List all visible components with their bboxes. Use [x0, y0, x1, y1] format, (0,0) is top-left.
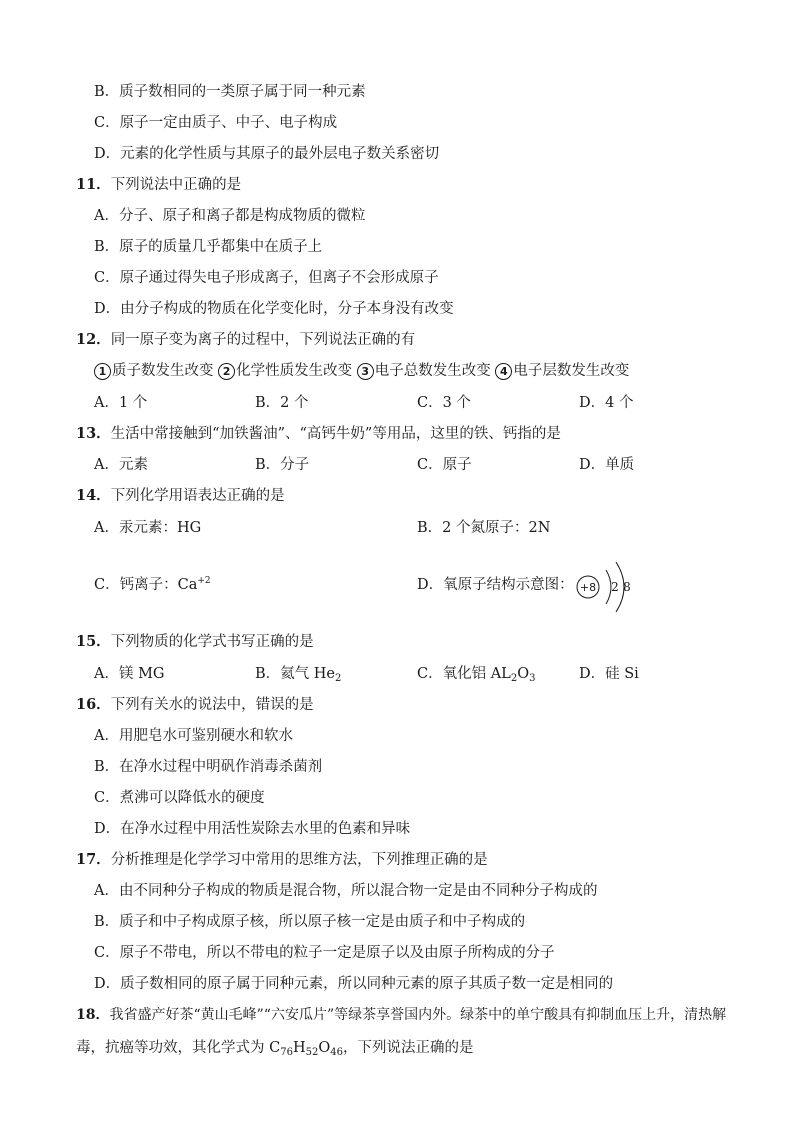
q18-number: 18．: [76, 1007, 110, 1023]
nucleus-charge-label: +8: [579, 581, 597, 594]
oxygen-atom-structure-diagram: [576, 558, 640, 616]
q14-option-c: [94, 575, 211, 595]
q12-stem: 同一原子变为离子的过程中，下列说法正确的有: [110, 332, 416, 348]
q11-option-a: A．分子、原子和离子都是构成物质的微粒: [94, 208, 366, 224]
q13-stem: 生活中常接触到“加铁酱油”、“高钙牛奶”等用品，这里的铁、钙指的是: [110, 426, 561, 442]
q15-option-b-subscript: 2: [335, 673, 342, 684]
q18-formula-o-subscript: 46: [330, 1047, 343, 1058]
q13-stem-row: [76, 424, 561, 444]
q14-option-b: B．2 个氮原子：2N: [417, 520, 551, 536]
q12-statement-1: 质子数发生改变: [112, 363, 214, 379]
q10-option-d: D．元素的化学性质与其原子的最外层电子数关系密切: [94, 146, 440, 162]
q10-option-c: C．原子一定由质子、中子、电子构成: [94, 115, 338, 131]
q11-number: 11．: [76, 176, 111, 193]
q11-option-d: D．由分子构成的物质在化学变化时，分子本身没有改变: [94, 301, 454, 317]
q18-stem-line-2-suffix: ，下列说法正确的是: [342, 1040, 474, 1056]
circled-number-4: 4: [495, 363, 512, 380]
shell-1-electron-count: 2: [611, 580, 619, 594]
circled-number-3: 3: [357, 363, 374, 380]
q17-number: 17．: [76, 851, 111, 868]
q12-statements: [94, 361, 629, 381]
q12-statement-2: 化学性质发生改变: [236, 363, 353, 379]
q15-option-c-text: C．氧化铝 AL: [417, 666, 511, 682]
q12-option-b: B．2 个: [255, 395, 309, 411]
q16-stem: 下列有关水的说法中，错误的是: [110, 697, 314, 713]
q13-option-a: A．元素: [94, 457, 148, 473]
q16-option-c: C．煮沸可以降低水的硬度: [94, 790, 265, 806]
q15-option-c-subscript-1: 2: [510, 673, 518, 684]
q16-stem-row: [76, 695, 314, 715]
circled-number-2: 2: [218, 363, 235, 380]
q14-option-a: A．汞元素：HG: [94, 520, 202, 536]
q14-number: 14．: [76, 487, 111, 504]
q16-option-a: A．用肥皂水可鉴别硬水和软水: [94, 728, 293, 744]
q11-option-b: B．原子的质量几乎都集中在质子上: [94, 239, 323, 255]
q12-stem-row: [76, 330, 415, 350]
q17-option-a: A．由不同种分子构成的物质是混合物，所以混合物一定是由不同种分子构成的: [94, 883, 598, 899]
q15-number: 15．: [76, 633, 111, 650]
q15-stem: 下列物质的化学式书写正确的是: [110, 634, 314, 650]
q18-formula-h: H: [292, 1040, 306, 1056]
shell-2-electron-count: 8: [623, 580, 631, 594]
q14-stem: 下列化学用语表达正确的是: [110, 488, 285, 504]
q17-option-c: C．原子不带电，所以不带电的粒子一定是原子以及由原子所构成的分子: [94, 945, 555, 961]
q15-option-a: A．镁 MG: [94, 666, 165, 682]
q16-option-b: B．在净水过程中明矾作消毒杀菌剂: [94, 759, 323, 775]
q12-option-c: C．3 个: [417, 395, 471, 411]
q13-option-b: B．分子: [255, 457, 310, 473]
q16-number: 16．: [76, 696, 111, 713]
q17-stem: 分析推理是化学学习中常用的思维方法，下列推理正确的是: [110, 852, 488, 868]
q12-statement-4: 电子层数发生改变: [513, 363, 630, 379]
q16-option-d: D．在净水过程中用活性炭除去水里的色素和异味: [94, 821, 411, 837]
q18-stem-line-2-prefix: 毒，抗癌等功效，其化学式为 C: [76, 1040, 281, 1056]
q12-statement-3: 电子总数发生改变: [374, 363, 491, 379]
q14-option-c-text: C．钙离子：Ca: [94, 577, 198, 593]
q15-option-c-oxygen: O: [517, 666, 530, 682]
q18-stem-row-2: [76, 1038, 473, 1058]
q12-number: 12．: [76, 331, 111, 348]
q15-option-b: [255, 664, 341, 684]
q10-option-b: B．质子数相同的一类原子属于同一种元素: [94, 84, 366, 100]
q18-formula-c-subscript: 76: [280, 1047, 293, 1058]
q15-option-d: D．硅 Si: [579, 666, 639, 682]
q17-option-b: B．质子和中子构成原子核，所以原子核一定是由质子和中子构成的: [94, 914, 526, 930]
q18-stem-row-1: [76, 1005, 726, 1025]
q12-option-a: A．1 个: [94, 395, 148, 411]
q15-option-b-text: B．氦气 He: [255, 666, 335, 682]
q17-option-d: D．质子数相同的原子属于同种元素，所以同种元素的原子其质子数一定是相同的: [94, 976, 614, 992]
q14-stem-row: [76, 486, 285, 506]
q15-option-c-subscript-2: 3: [529, 673, 536, 684]
q11-stem-row: [76, 175, 241, 195]
q18-formula-h-subscript: 52: [305, 1047, 319, 1058]
q13-option-c: C．原子: [417, 457, 472, 473]
q18-formula-o: O: [318, 1040, 331, 1056]
q12-option-d: D．4 个: [579, 395, 634, 411]
q14-option-c-charge: +2: [197, 576, 211, 586]
q11-option-c: C．原子通过得失电子形成离子，但离子不会形成原子: [94, 270, 439, 286]
circled-number-1: 1: [94, 363, 111, 380]
q18-stem-line-1: 我省盛产好茶“黄山毛峰”“六安瓜片”等绿茶享誉国内外。绿茶中的单宁酸具有抑制血压上升，清热解: [109, 1007, 727, 1023]
q11-stem: 下列说法中正确的是: [110, 177, 242, 193]
q17-stem-row: [76, 850, 488, 870]
q13-number: 13．: [76, 425, 111, 442]
q13-option-d: D．单质: [579, 457, 635, 473]
q15-option-c: [417, 664, 535, 684]
q14-option-d: D．氧原子结构示意图：: [417, 577, 574, 593]
q15-stem-row: [76, 632, 314, 652]
